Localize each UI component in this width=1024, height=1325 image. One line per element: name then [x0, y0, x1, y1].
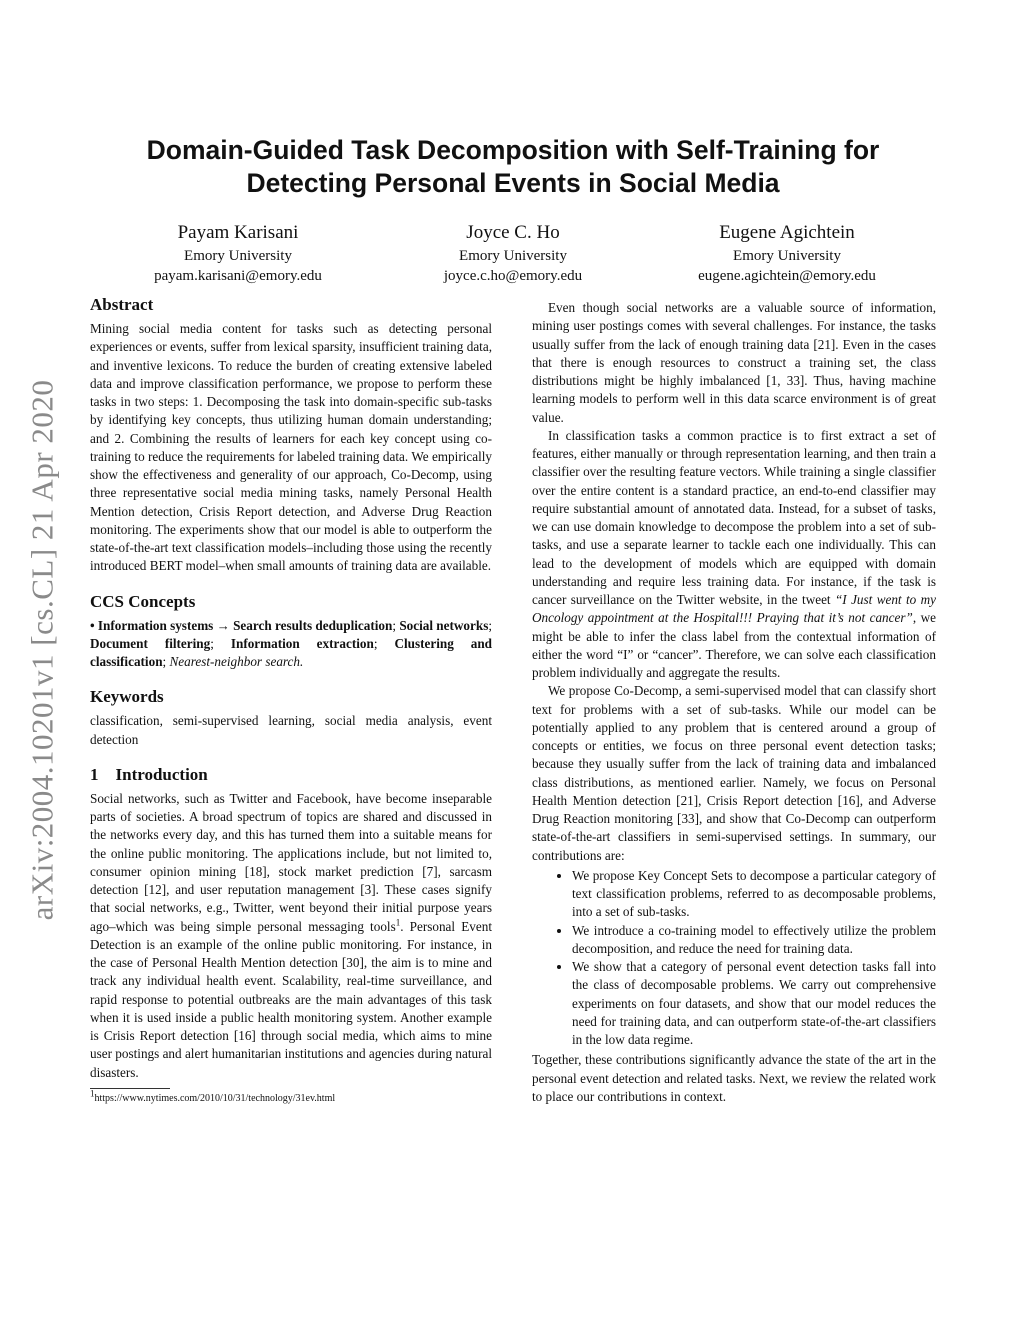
contributions-list [532, 867, 936, 1050]
contribution-item: • We introduce a co-training model to effectively utilize the problem decomposition, and reduce the need for training data. [572, 922, 936, 959]
ccs-separator: ; [162, 654, 167, 669]
ccs-separator: ; [392, 617, 397, 633]
abstract-text: Mining social media content for tasks such as detecting personal experiences or events, suffer from lexical sparsity, insufficient training data, and inventive lexicons. To reduce the burden of creating extensive labeled data and improve classification performance, we propose to perform these tasks in two steps: 1. Decomposing the task into domain-specific sub-tasks by identifying key concepts, thus utilizing human domain understanding; and 2. Combining the results of learners for each key concept using co-training to reduce the requirements for labeled training data. We empirically show the effectiveness and generality of our approach, Co-Decomp, using three representative social media mining tasks, namely Personal Health Mention detection, Crisis Report detection, and Adverse Drug Reaction monitoring. The experiments show that our model is able to outperform the state-of-the-art text classification models–including those using the recently introduced BERT model–when small amounts of training data are available. [90, 321, 492, 574]
abstract-heading: Abstract [90, 295, 154, 314]
arxiv-identifier-stamp [20, 355, 64, 945]
ccs-arrow: → [216, 617, 230, 633]
author-block-3 [637, 220, 937, 286]
intro-text: . Personal Event Detection is an example of the online public monitoring. For instance, in the case of Personal Health Mention detection [30], the aim is to mine and track any individual health event. Scalability, real-time surveillance, and rapid response to potential outbreaks are the main advantages of this task when it is used inside a public health monitoring system. Another example is Crisis Report detection [16] through social media, which aims to mine user postings and alert humanitarian institutions and agencies during natural disasters. [90, 918, 492, 1080]
body-text: , we might be able to infer the class label from the contextual information of either the word “I” or “cancer”. Therefore, we can solve each classification problem individually and aggregate the results. [532, 610, 936, 680]
contribution-item: • We propose Key Concept Sets to decompose a particular category of text classification problems, referred to as decomposable problems, into a set of sub-tasks. [572, 867, 936, 922]
introduction-paragraph [90, 790, 492, 1082]
body-paragraph [532, 427, 936, 683]
body-text: In classification tasks a common practice is to first extract a set of features, either manually or through representation learning, and then train a classifier over the resulting feature vectors. While training a single classifier over the entire content is a standard practice, an end-to-end classifier may require substantial amount of annotated data. Instead, for a subset of tasks, we can use domain knowledge to decompose the problem into a set of sub-tasks, and use a separate learner to tackle each one individually. This can lead to the development of models which are equipped with domain understanding and require less training data. For instance, if the task is cancer surveillance on the Twitter website, in the tweet [532, 427, 936, 607]
author-block-1 [88, 220, 388, 286]
ccs-term: Information systems [97, 617, 214, 633]
ccs-concepts [90, 617, 492, 672]
author-email: joyce.c.ho@emory.edu [443, 268, 583, 284]
author-email: eugene.agichtein@emory.edu [698, 268, 876, 284]
author-block-2 [363, 220, 663, 286]
ccs-term: Search results deduplication [233, 617, 393, 633]
keywords-heading: Keywords [90, 687, 164, 707]
author-affiliation: Emory University [733, 248, 841, 264]
contribution-item: • We show that a category of personal event detection tasks fall into the class of decomposable problems. We carry out comprehensive experiments on four datasets, and show that our model reduces the need for training data, and can outperform state-of-the-art classifiers in the low data regime. [572, 958, 936, 1049]
ccs-term: Information extraction [230, 635, 374, 651]
paper-title: Domain-Guided Task Decomposition with Self-Training for Detecting Personal Events in Social Media [146, 135, 880, 198]
author-name: Eugene Agichtein [719, 222, 855, 243]
author-affiliation: Emory University [459, 248, 567, 264]
ccs-term: Document filtering [90, 635, 211, 651]
example-tweet-quote: “I Just went to my Oncology appointment at the Hospital!!! Praying that it’s not cancer” [532, 592, 936, 626]
keywords-text: classification, semi-supervised learning, social media analysis, event detection [90, 713, 492, 747]
author-affiliation: Emory University [184, 248, 292, 264]
footnote-url: https://www.nytimes.com/2010/10/31/technology/31ev.html [94, 1092, 336, 1104]
author-name: Joyce C. Ho [466, 222, 560, 243]
ccs-separator: ; [373, 635, 378, 651]
footnote-marker: 1 [395, 917, 401, 928]
left-column [90, 294, 492, 1105]
right-column [532, 299, 936, 1106]
ccs-term: Social networks [399, 617, 489, 633]
footnote-divider [90, 1088, 170, 1089]
intro-text: Social networks, such as Twitter and Facebook, have become inseparable parts of societies. A broad spectrum of topics are shared and discussed in the networks every day, and this has turned them into a suitable means for the online public monitoring. The applications include, but not limited to, consumer opinion mining [18], stock market prediction [7], sarcasm detection [12], and user reputation management [3]. These cases signify that social networks, e.g., Twitter, went beyond their initial purpose years ago–which was being simple personal messaging tools [90, 790, 492, 934]
author-name: Payam Karisani [177, 222, 299, 243]
footnote [90, 1088, 492, 1105]
ccs-separator: ; [488, 617, 492, 633]
body-paragraph: We propose Co-Decomp, a semi-supervised model that can classify short text for problems with a set of sub-tasks. While our model can be potentially applied to any problem that is centered around a group of concepts or entities, we focus on three personal event detection tasks; because they usually suffer from the lack of training data and imbalanced class distributions, as mentioned earlier. Namely, we focus on Personal Health Mention detection [21], Crisis Report detection [16], and Adverse Drug Reaction monitoring [33], and show that Co-Decomp can outperform state-of-the-art classifiers in semi-supervised settings. In summary, our contributions are: [532, 683, 936, 863]
ccs-separator: ; [210, 635, 214, 651]
author-email: payam.karisani@emory.edu [154, 268, 322, 284]
body-paragraph: Together, these contributions significantly advance the state of the art in the personal event detection and related tasks. Next, we review the related work to place our contributions in context. [532, 1052, 936, 1104]
introduction-heading: 1 Introduction [90, 764, 208, 784]
ccs-bullet: • [90, 617, 95, 633]
ccs-heading: CCS Concepts [90, 591, 196, 611]
ccs-term: Clustering and classification [90, 635, 492, 669]
arxiv-identifier-text: arXiv:2004.10201v1 [cs.CL] 21 Apr 2020 [24, 379, 59, 921]
ccs-term: Nearest-neighbor search. [169, 654, 304, 669]
body-paragraph: Even though social networks are a valuable source of information, mining user postings comes with several challenges. For instance, the tasks usually suffer from the lack of enough training data [21]. Even in the cases that there is enough resources to construct a training set, the class distributions might be highly imbalanced [1, 33]. Thus, having machine learning models to perform well in this data scarce environment is of great value. [532, 300, 936, 425]
footnote-number: 1 [90, 1088, 95, 1099]
